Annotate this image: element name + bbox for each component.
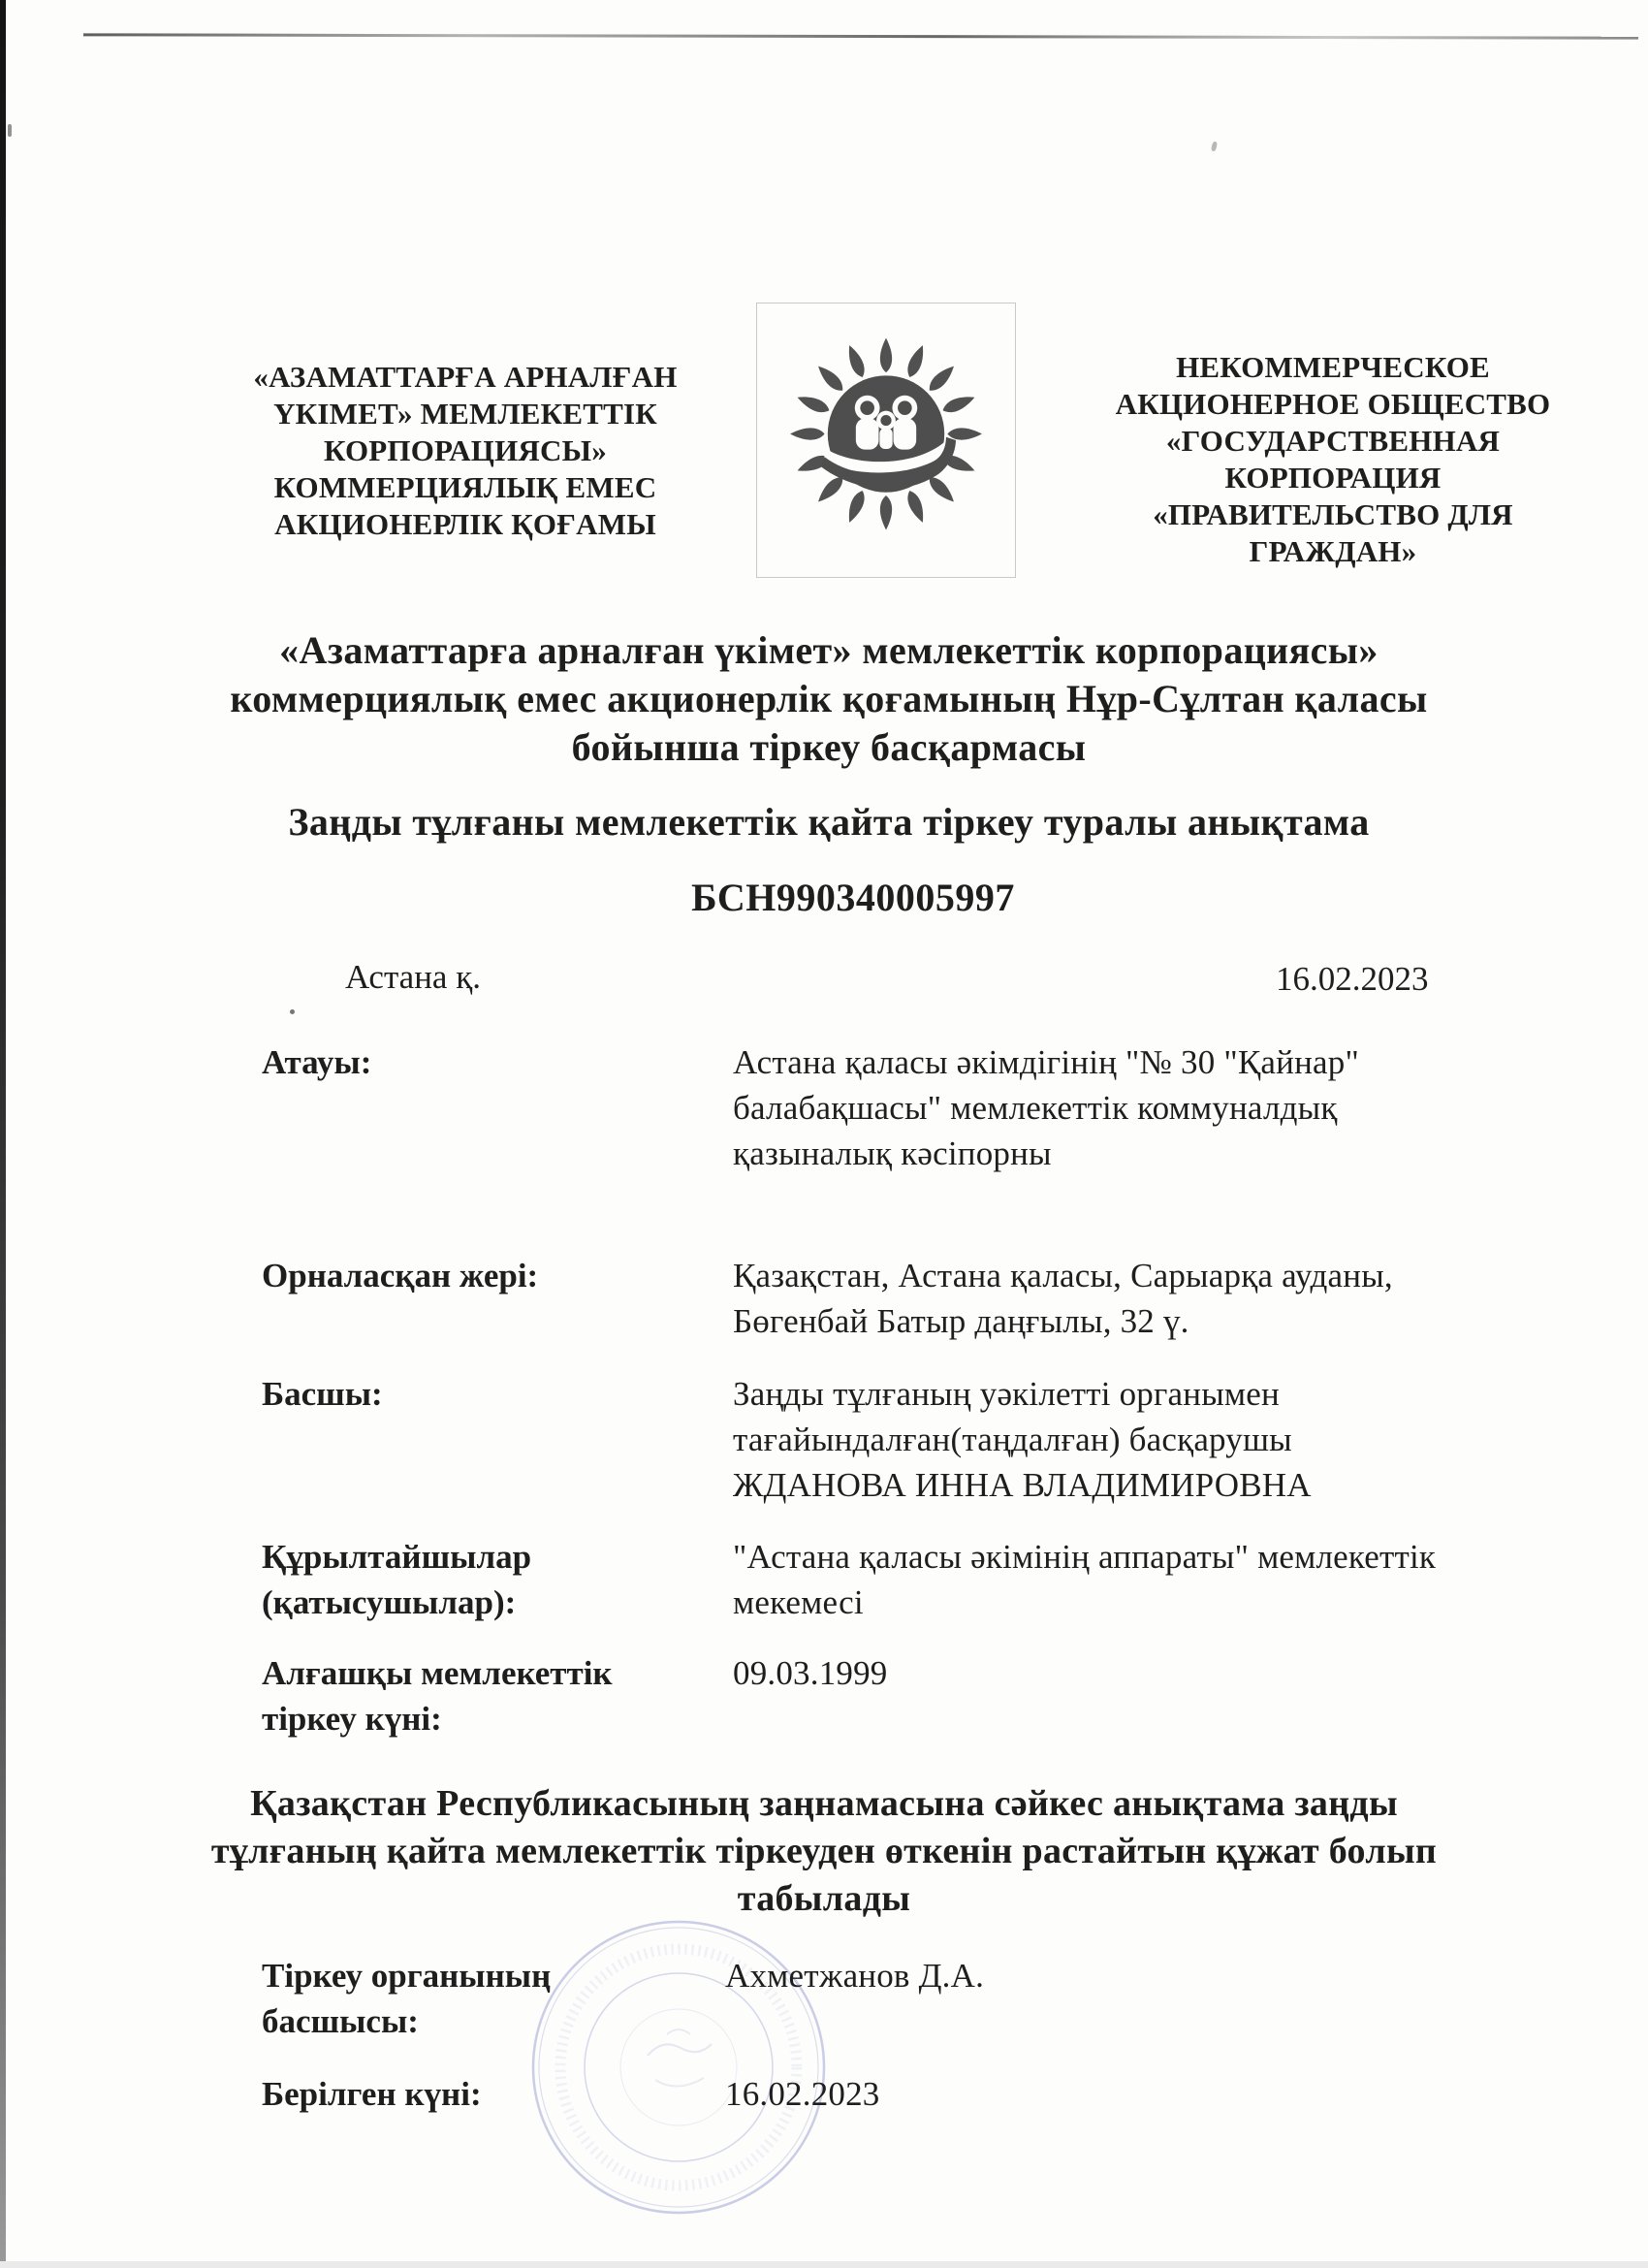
field-value-line: мекемесі <box>733 1583 864 1621</box>
scan-speck <box>1211 142 1218 152</box>
registrar-label <box>262 1953 708 2044</box>
field-label-line: Құрылтайшылар <box>262 1538 532 1576</box>
field-label-line: тіркеу күні: <box>262 1700 442 1738</box>
field-label-line: Атауы: <box>262 1043 372 1081</box>
org-right-line: ГРАЖДАН» <box>1249 534 1417 568</box>
field-value-line: Заңды тұлғаның уәкілетті органымен <box>733 1375 1280 1413</box>
registry-office-title <box>126 626 1532 772</box>
field-label <box>262 1650 708 1741</box>
org-name-left <box>199 359 732 543</box>
field-label <box>262 1039 708 1085</box>
issue-place: Астана қ. <box>345 958 481 996</box>
scan-speck <box>290 1009 295 1014</box>
field-value <box>733 1253 1537 1344</box>
title-line: коммерциялық емес акционерлік қоғамының Нұр-Сұлтан қаласы <box>230 677 1428 720</box>
org-right-line: «ПРАВИТЕЛЬСТВО ДЛЯ <box>1153 497 1513 531</box>
scan-speck <box>8 124 12 137</box>
field-value-line: ЖДАНОВА ИННА ВЛАДИМИРОВНА <box>733 1466 1312 1504</box>
org-left-line: АКЦИОНЕРЛІК ҚОҒАМЫ <box>274 507 656 541</box>
issued-date-line: 16.02.2023 <box>725 2075 880 2113</box>
org-left-line: КОММЕРЦИЯЛЫҚ ЕМЕС <box>273 470 657 504</box>
org-left-line: КОРПОРАЦИЯСЫ» <box>324 433 607 467</box>
field-value-line: қазыналық кәсіпорны <box>733 1134 1052 1172</box>
legal-statement-line: Қазақстан Республикасының заңнамасына сәйкес анықтама заңды <box>250 1783 1398 1824</box>
field-value <box>733 1371 1537 1508</box>
field-value-line: "Астана қаласы әкімінің аппараты" мемлекеттік <box>733 1538 1437 1576</box>
document-subtitle: Заңды тұлғаны мемлекеттік қайта тіркеу туралы анықтама <box>288 800 1370 844</box>
field-label-line: Алғашқы мемлекеттік <box>262 1654 613 1692</box>
legal-statement <box>107 1780 1541 1923</box>
org-right-line: «ГОСУДАРСТВЕННАЯ <box>1165 424 1501 458</box>
scan-edge-artifact <box>0 0 6 2268</box>
field-label <box>262 1534 708 1625</box>
registrar-label-line: басшысы: <box>262 2002 419 2040</box>
sun-family-logo-icon <box>756 303 1016 578</box>
field-label-line: Орналасқан жері: <box>262 1257 539 1294</box>
issued-date-value <box>725 2071 1530 2117</box>
registrar-label-line: Тіркеу органының <box>262 1957 552 1995</box>
org-right-line: НЕКОММЕРЧЕСКОЕ <box>1176 350 1490 384</box>
field-value-line: Қазақстан, Астана қаласы, Сарыарқа ауданы, <box>733 1257 1393 1294</box>
org-name-right <box>1071 349 1595 570</box>
field-label-line: Басшы: <box>262 1375 383 1413</box>
issue-date: 16.02.2023 <box>1276 960 1429 998</box>
field-value <box>733 1534 1537 1625</box>
registrar-name-line: Ахметжанов Д.А. <box>725 1957 985 1995</box>
field-value <box>733 1650 1537 1696</box>
field-label <box>262 1253 708 1298</box>
org-left-line: «АЗАМАТТАРҒА АРНАЛҒАН <box>253 360 678 394</box>
scan-bottom-artifact <box>0 2261 1648 2268</box>
title-line: бойынша тіркеу басқармасы <box>571 725 1087 769</box>
org-right-line: АКЦИОНЕРНОЕ ОБЩЕСТВО <box>1115 387 1551 421</box>
legal-statement-line: табылады <box>737 1878 911 1919</box>
field-value-line: Астана қаласы әкімдігінің "№ 30 "Қайнар" <box>733 1043 1359 1081</box>
field-value-line: тағайындалған(таңдалған) басқарушы <box>733 1421 1292 1458</box>
org-left-line: ҮКІМЕТ» МЕМЛЕКЕТТІК <box>273 397 657 431</box>
issued-date-label-line: Берілген күні: <box>262 2075 482 2113</box>
field-value <box>733 1039 1537 1176</box>
org-right-line: КОРПОРАЦИЯ <box>1224 461 1442 495</box>
registrar-name <box>725 1953 1530 1998</box>
scan-line-artifact <box>83 33 1638 39</box>
bin-number: БСН990340005997 <box>691 876 1015 919</box>
legal-statement-line: тұлғаның қайта мемлекеттік тіркеуден өткенін растайтын құжат болып <box>210 1831 1438 1871</box>
title-line: «Азаматтарға арналған үкімет» мемлекеттік корпорациясы» <box>279 628 1379 672</box>
issued-date-label <box>262 2071 708 2117</box>
field-value-line: Бөгенбай Батыр даңғылы, 32 ү. <box>733 1302 1189 1340</box>
field-label <box>262 1371 708 1417</box>
field-value-line: 09.03.1999 <box>733 1654 888 1692</box>
field-value-line: балабақшасы" мемлекеттік коммуналдық <box>733 1089 1338 1127</box>
field-label-line: (қатысушылар): <box>262 1583 517 1621</box>
